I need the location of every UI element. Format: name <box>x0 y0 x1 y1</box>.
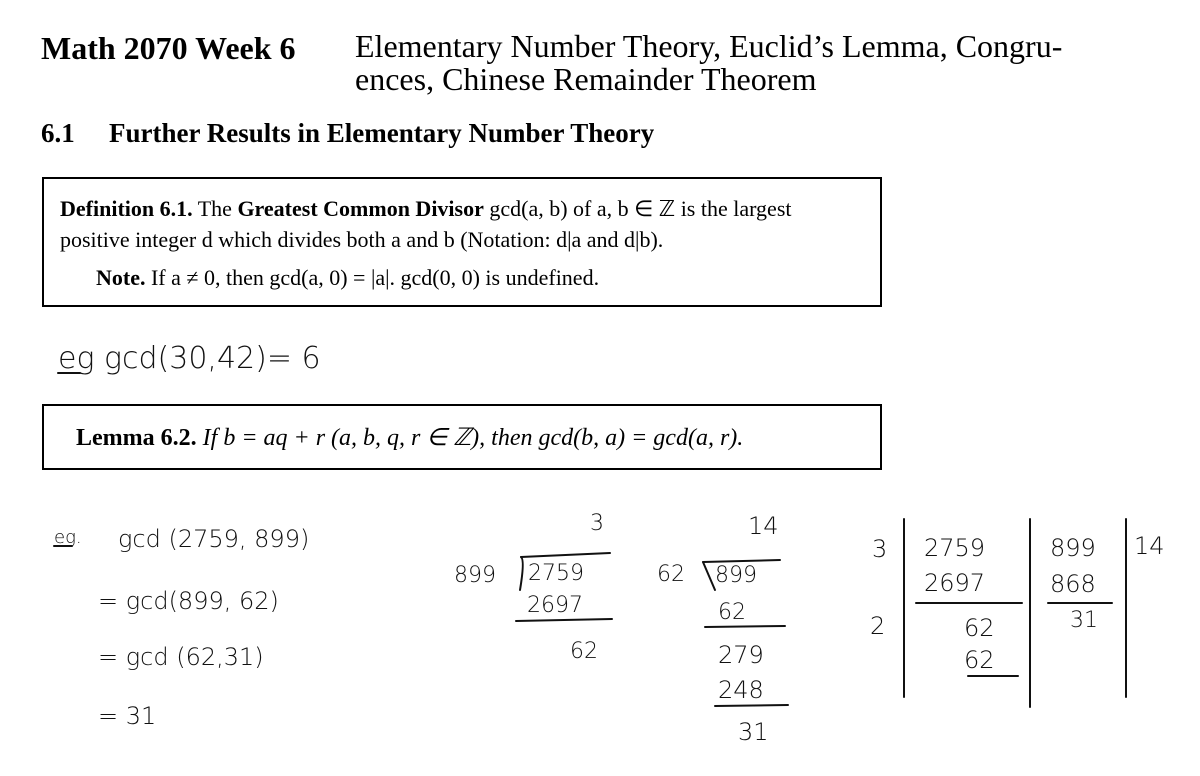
division-2-remainder: 31 <box>738 718 769 746</box>
division-2-step-1: 62 <box>718 600 746 625</box>
definition-intro: The <box>197 196 232 221</box>
division-2-subtract-line-1 <box>705 626 785 627</box>
division-1-remainder: 62 <box>570 639 598 664</box>
definition-line1-rest: gcd(a, b) of a, b ∈ ℤ is the largest <box>489 196 792 221</box>
division-2-partial: 279 <box>718 641 764 669</box>
handwritten-gcd-step-3: = gcd (62,31) <box>98 643 264 671</box>
topic-line-1: Elementary Number Theory, Euclid’s Lemma, Congru- <box>355 28 1063 64</box>
course-week-title: Math 2070 Week 6 <box>41 30 296 66</box>
euclid-col2-value: 868 <box>1050 570 1096 598</box>
euclid-quotient-1: 3 <box>872 535 888 563</box>
euclid-quotient-2: 2 <box>870 612 886 640</box>
section-number: 6.1 <box>41 118 75 148</box>
handwritten-gcd-step-1: gcd (2759, 899) <box>118 525 310 553</box>
euclid-col1-value: 2759 <box>924 534 986 562</box>
division-2-subtract-line-2 <box>715 705 788 706</box>
division-1-subtract-line <box>516 619 612 621</box>
division-2-overline <box>703 560 780 562</box>
note-label: Note. <box>96 265 146 290</box>
division-1-dividend: 2759 <box>528 561 584 586</box>
division-1-divisor: 899 <box>454 563 496 588</box>
division-2-divisor: 62 <box>657 562 685 587</box>
division-2-step-2: 248 <box>718 676 764 704</box>
handwritten-gcd-step-2: = gcd(899, 62) <box>98 587 279 615</box>
euclid-col1-value: 62 <box>964 614 995 642</box>
euclid-col1-value: 2697 <box>924 569 986 597</box>
definition-term: Greatest Common Divisor <box>237 196 484 221</box>
handwritten-gcd-result: = 31 <box>98 702 157 730</box>
definition-line-2: positive integer d which divides both a and b (Notation: d|a and d|b). <box>60 227 664 252</box>
division-1-overline <box>521 553 610 557</box>
handwritten-example-1: eg gcd(30,42)= 6 <box>58 341 321 376</box>
lemma-label: Lemma 6.2. <box>76 425 197 451</box>
euclid-col2-value: 899 <box>1050 534 1096 562</box>
division-2-quotient: 14 <box>748 512 779 540</box>
section-title: Further Results in Elementary Number Theory <box>109 118 655 148</box>
topic-line-2: ences, Chinese Remainder Theorem <box>355 61 817 97</box>
definition-label: Definition 6.1. <box>60 196 193 221</box>
lemma-statement: If b = aq + r (a, b, q, r ∈ ℤ), then gcd(b, a) = gcd(a, r). <box>202 425 744 451</box>
euclid-col2-value: 31 <box>1070 608 1098 633</box>
handwritten-eg-prefix: eg. <box>54 527 82 548</box>
division-1-quotient: 3 <box>590 511 604 536</box>
division-1-product: 2697 <box>527 593 583 618</box>
note-text: If a ≠ 0, then gcd(a, 0) = |a|. gcd(0, 0) is undefined. <box>150 265 600 290</box>
division-2-bracket <box>703 562 715 590</box>
euclid-quotient-right: 14 <box>1134 532 1165 560</box>
euclid-col1-value: 62 <box>964 646 995 674</box>
division-2-dividend: 899 <box>715 563 757 588</box>
division-1-bracket <box>520 557 523 590</box>
